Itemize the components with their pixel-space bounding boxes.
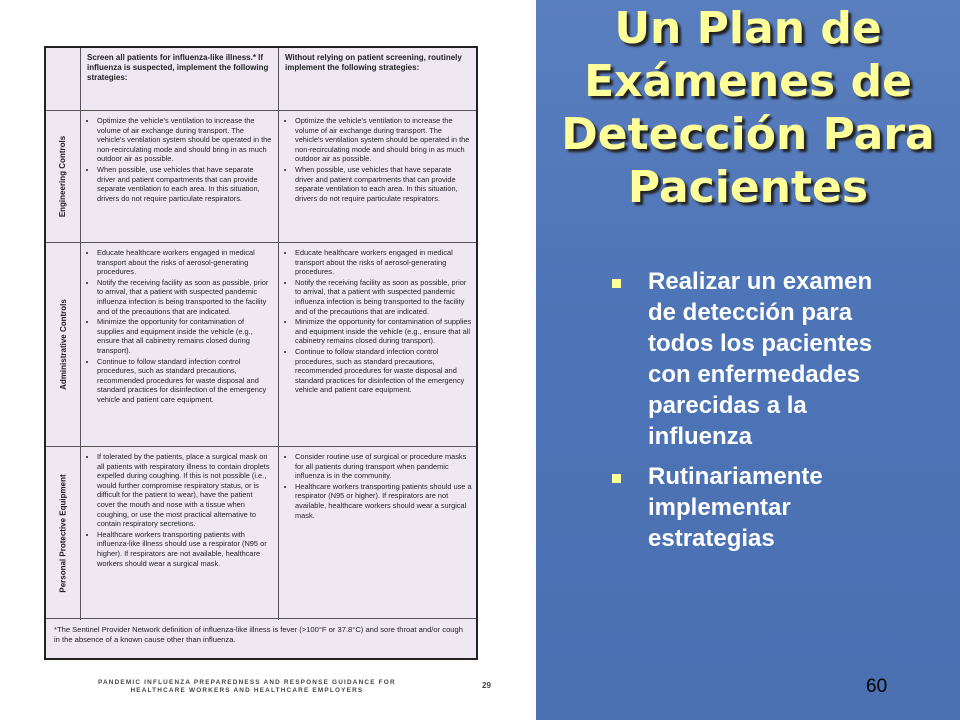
slide-number: 60 (866, 676, 888, 697)
table-cell-item: • Educate healthcare workers engaged in medical transport about the risks of aerosol-generating procedures. (97, 248, 272, 277)
document-page-number: 29 (482, 681, 491, 690)
table-cell-item: • Consider routine use of surgical or procedure masks for all patients during transport when pandemic influenza is in the community. (295, 452, 472, 481)
square-bullet-icon (612, 474, 621, 483)
square-bullet-icon (612, 279, 621, 288)
table-footnote: *The Sentinel Provider Network definition of influenza-like illness is fever (>100°F or 37.8°C) and sore throat and/or cough in the absence of a known cause other than influenza. (46, 618, 476, 658)
table-cell-item: • Notify the receiving facility as soon as possible, prior to arrival, that a patient with suspected pandemic influenza infection is being transported to the facility and of the precautions that are indicated. (295, 278, 472, 316)
bullet-text: Rutinariamente implementar estrategias (648, 463, 823, 552)
table-cell-item: • If tolerated by the patients, place a surgical mask on all patients with respiratory illness to contain droplets expelled during coughing. If this is not possible (i.e., would further compromise respiratory status, or is difficult for the patient to wear), have the patient cover the mouth and nose with a tissue when coughing, or use the most practical alternative to contain respiratory secretions. (97, 452, 272, 529)
table-cell-item: • Educate healthcare workers engaged in medical transport about the risks of aerosol-generating procedures. (295, 248, 472, 277)
footer-line-2: HEALTHCARE WORKERS AND HEALTHCARE EMPLOYERS (130, 687, 364, 694)
table-cell-item: • Optimize the vehicle's ventilation to increase the volume of air exchange during transport. The vehicle's ventilation system should be operated in the non-recirculating mode and should bring in as much outdoor air as possible. (295, 116, 472, 164)
table-cell-item: • When possible, use vehicles that have separate driver and patient compartments that can provide separate ventilation to each area. In this situation, drivers do not require particulate respirators. (97, 165, 272, 203)
table-cell-item: • Notify the receiving facility as soon as possible, prior to arrival, that a patient with suspected pandemic influenza infection is being transported to the facility and of the precautions that are indicated. (97, 278, 272, 316)
table-row-administrative (46, 242, 476, 446)
bullet-item (612, 461, 902, 554)
table-cell-item: • Continue to follow standard infection control procedures, such as standard precautions, recommended procedures for waste disposal and standard practices for disinfection of the emergency vehicle and patient care equipment. (295, 347, 472, 395)
table-cell-item: • Minimize the opportunity for contamination of supplies and equipment inside the vehicle (e.g., ensure that all cabinetry remains closed during transport). (97, 317, 272, 355)
table-row-engineering (46, 110, 476, 242)
document-footer (98, 679, 396, 695)
bullet-text: Realizar un examen de detección para todos los pacientes con enfermedades parecidas a la influenza (648, 268, 873, 450)
row-label: Personal Protective Equipment (58, 474, 68, 593)
table-cell-item: • Healthcare workers transporting patients with influenza-like illness should use a respirator (N95 or higher). If respirators are not available, healthcare workers should wear a surgical mask. (97, 530, 272, 568)
table-row-ppe (46, 446, 476, 620)
row-label: Engineering Controls (58, 135, 68, 218)
table-cell-item: • Continue to follow standard infection control procedures, such as standard precautions, recommended procedures for waste disposal and standard practices for disinfection of the emergency vehicle and patient care equipment. (97, 357, 272, 405)
footer-line-1: PANDEMIC INFLUENZA PREPAREDNESS AND RESPONSE GUIDANCE FOR (98, 679, 396, 686)
table-cell-item: • When possible, use vehicles that have separate driver and patient compartments that can provide separate ventilation to each area. In this situation, drivers do not require particulate respirators. (295, 165, 472, 203)
table-cell-item: • Minimize the opportunity for contamination of supplies and equipment inside the vehicle (e.g., ensure that all cabinetry remains closed during transport). (295, 317, 472, 346)
table-header-right: Without relying on patient screening, routinely implement the following strategies: (278, 48, 478, 110)
slide-title: Un Plan de Exámenes de Detección Para Pacientes (561, 3, 935, 213)
table-header-left: Screen all patients for influenza-like illness.* If influenza is suspected, implement the following strategies: (80, 48, 278, 110)
table-cell-item: • Optimize the vehicle's ventilation to increase the volume of air exchange during transport. The vehicle's ventilation system should be operated in the non-recirculating mode and should bring in as much outdoor air as possible. (97, 116, 272, 164)
guidance-table (44, 46, 478, 660)
table-cell-item: • Healthcare workers transporting patients should use a respirator (N95 or higher). If respirators are not available, healthcare workers should wear a surgical mask. (295, 482, 472, 520)
bullet-item (612, 266, 902, 452)
row-label: Administrative Controls (58, 299, 68, 390)
bullet-list (612, 266, 902, 563)
